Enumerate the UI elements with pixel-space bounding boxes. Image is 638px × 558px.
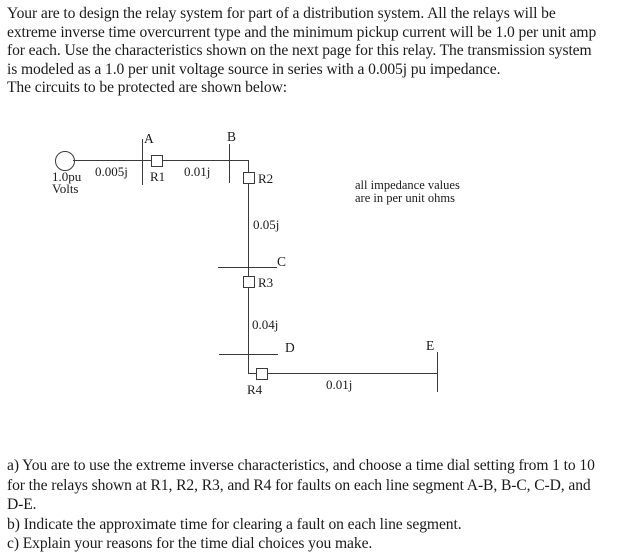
note-line: all impedance values: [355, 178, 460, 192]
impedance-ab-label: 0.01j: [184, 164, 211, 179]
relay-r3-icon: [243, 276, 255, 288]
intro-line: The circuits to be protected are shown below:: [7, 79, 287, 97]
bus-b-line: [229, 144, 230, 183]
source-label-value: 1.0pu: [52, 169, 82, 184]
impedance-de-label: 0.01j: [326, 377, 353, 392]
bus-e-label: E: [426, 338, 435, 353]
question-line: a) You are to use the extreme inverse characteristics, and choose a time dial setting from 1 to 10: [7, 457, 595, 474]
impedance-bc-label: 0.05j: [253, 217, 280, 232]
bus-c-line: [218, 267, 277, 268]
bus-c-label: C: [277, 254, 287, 269]
impedance-cd-label: 0.04j: [252, 317, 279, 332]
questions-paragraph: [7, 456, 595, 554]
relay-r1-label: R1: [150, 169, 166, 184]
question-line: c) Explain your reasons for the time dial choices you make.: [7, 535, 373, 552]
intro-line: Your are to design the relay system for part of a distribution system. All the relays will be: [7, 5, 556, 22]
relay-r4-label: R4: [247, 382, 263, 397]
relay-r3-label: R3: [258, 275, 274, 290]
bus-d-label: D: [285, 340, 295, 355]
bus-a-label: A: [144, 131, 154, 146]
bus-d-line: [219, 354, 278, 355]
impedance-source-label: 0.005j: [95, 164, 128, 179]
relay-r2-icon: [243, 172, 255, 184]
source-label-units: Volts: [52, 181, 79, 196]
intro-paragraph: [7, 5, 596, 98]
impedance-units-note: [355, 179, 460, 205]
bus-e-line: [437, 352, 438, 392]
note-line: are in per unit ohms: [355, 191, 455, 205]
intro-line: is modeled as a 1.0 per unit voltage source in series with a 0.005j pu impedance.: [7, 60, 501, 78]
wire-d-to-e: [248, 373, 438, 374]
question-line: for the relays shown at R1, R2, R3, and R4 for faults on each line segment A-B, B-C, C-D, and: [7, 476, 591, 494]
question-line: D-E.: [7, 496, 37, 513]
intro-line: extreme inverse time overcurrent type and the minimum pickup current will be 1.0 per unit amp: [7, 23, 597, 41]
intro-line: for each. Use the characteristics shown on the next page for this relay. The transmission system: [7, 42, 592, 60]
voltage-source-icon: [55, 151, 75, 171]
relay-r2-label: R2: [258, 171, 274, 186]
relay-r4-icon: [256, 368, 268, 380]
question-line: b) Indicate the approximate time for clearing a fault on each line segment.: [7, 515, 462, 533]
bus-b-label: B: [227, 129, 237, 144]
relay-r1-icon: [151, 155, 163, 167]
